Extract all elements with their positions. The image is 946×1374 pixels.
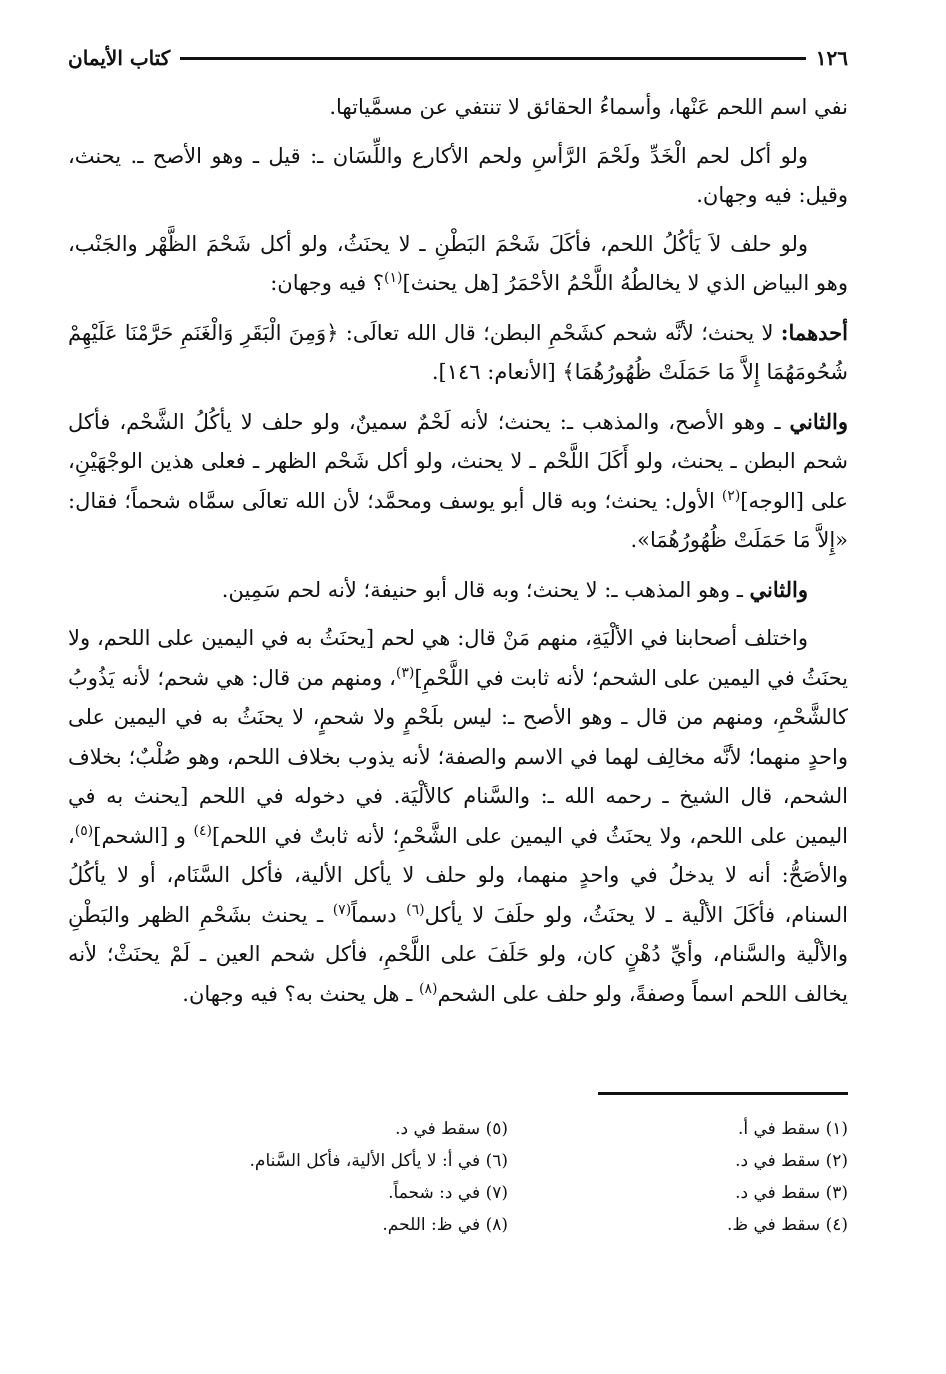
paragraph-lead: والثاني: [789, 408, 848, 434]
paragraph-lead: أحدهما:: [780, 319, 848, 345]
footnote-ref: (٤): [193, 822, 212, 839]
footnote: (٤) سقط في ظ.: [726, 1215, 848, 1235]
paragraph-text: الأول: يحنث؛ وبه قال أبو يوسف ومحمَّد؛ لأن الله تعالَى سمَّاه شحماً؛ فقال: «إِلاَّ مَا حَمَلَتْ ظُهُورُهُمَا».: [68, 488, 848, 552]
footnote: (٢) سقط في د.: [735, 1151, 848, 1171]
paragraph-6: [68, 570, 848, 611]
paragraph-text: ـ وهو المذهب ـ: لا يحنث؛ وبه قال أبو حنيفة؛ لأنه لحم سَمِين.: [221, 577, 750, 602]
paragraph-text: لا يحنث؛ لأنَّه شحم كشَحْمِ البطن؛ قال الله تعالَى: ﴿وَمِنَ الْبَقَرِ وَالْغَنَمِ حَرَّمْنَا عَلَيْهِمْ شُحُومَهُمَا إِلاَّ مَا حَمَلَتْ ظُهُورُهُمَا﴾ [الأنعام: ١٤٦].: [68, 320, 848, 384]
paragraph-text: ؟ فيه وجهان:: [270, 271, 385, 295]
footnote: (٧) في د: شحماً.: [388, 1183, 508, 1203]
book-title: كتاب الأيمان: [68, 46, 171, 70]
paragraph-text: دسماً: [351, 902, 407, 927]
footnotes-left-column: [168, 1113, 508, 1241]
footnote: (٨) في ظ: اللحم.: [382, 1215, 508, 1235]
footnote-ref: (٨): [419, 980, 438, 997]
main-text: [68, 88, 848, 1014]
paragraph-2: [68, 137, 848, 216]
paragraph-4: [68, 313, 848, 393]
footnote-ref: (٢): [721, 487, 741, 504]
paragraph-text: ، ومنهم من قال: هي شحم؛ لأنه يَذُوبُ كالشَّحْمِ، ومنهم من قال ـ وهو الأصح ـ: ليس بلَحْمٍ ولا شحمٍ، لا يحنَثُ به في اليمين على واحدٍ منهما؛ لأنَّه مخالِف لهما في الاسم والصفة؛ لأنه يذوب بخلاف اللحم، وهو صُلْبٌ؛ بخلاف الشحم، قال الشيخ ـ رحمه الله ـ: والسَّنام كالألْيَة. في دخوله في اللحم [يحنث به في اليمين على اللحم، ولا يحنَثُ في اليمين على الشَّحْمِ؛ لأنه ثابتٌ في اللحم]: [68, 665, 848, 848]
footnote: (١) سقط في أ.: [737, 1119, 848, 1139]
footnote: (٣) سقط في د.: [735, 1183, 848, 1203]
footnote-separator: [598, 1092, 848, 1095]
paragraph-text: و [الشحم]: [93, 823, 194, 848]
footnote-ref: (١): [384, 270, 403, 286]
footnotes: [68, 1113, 848, 1241]
paragraph-text: ـ وهو الأصح، والمذهب ـ: يحنث؛ لأنه لَحْمٌ سمينٌ، ولو حلف لا يأكُلُ الشَّحْم، فأكل شحم البطن ـ يحنث، ولو أَكَلَ اللَّحْم ـ لا يحنث، ولو أكل شَحْم الظهر ـ فعلى هذين الوجْهَيْنِ، على [الوجه]: [68, 409, 849, 513]
header-rule: [180, 57, 805, 60]
paragraph-text: ولو حلف لاَ يَأكُلُ اللحم، فأكَلَ شَحْمَ البَطْنِ ـ لا يحنَثُ، ولو أكل شَحْمَ الظَّهْر والجَنْب، وهو البياض الذي لا يخالطُهُ اللَّحْمُ الأحْمَرُ [هل يحنث]: [68, 231, 848, 295]
paragraph-text: ـ هل يحنث به؟ فيه وجهان.: [182, 981, 419, 1006]
page-number: ١٢٦: [815, 46, 848, 70]
paragraph-7: [68, 619, 848, 1014]
footnote: (٦) في أ: لا يأكل الألية، فأكل السَّنام.: [249, 1151, 508, 1171]
paragraph-1: [68, 88, 848, 128]
paragraph-lead: والثاني: [749, 576, 808, 602]
page-header: [68, 40, 848, 76]
footnote-ref: (٧): [332, 901, 352, 918]
footnote-ref: (٣): [395, 664, 415, 681]
book-page: [68, 40, 848, 1241]
footnotes-right-column: [508, 1113, 848, 1241]
footnote-ref: (٦): [406, 901, 425, 918]
paragraph-text: ـ يحنث بشَحْمِ الظهر والبَطْنِ والألْية والسَّنام، وأيِّ دُهْنٍ كان، ولو حَلَفَ على اللَّحْمِ، فأكل شحم العين ـ لَمْ يحنَثْ؛ لأنه يخالف اللحم اسماً وصفةً، ولو حلف على الشحم: [68, 902, 848, 1006]
paragraph-text: ولو أكل لحم الْخَدِّ ولَحْمَ الرَّأسِ ولحم الأكارع واللِّسَان ـ: قيل ـ وهو الأصح ـ. يحنث، وقيل: فيه وجهان.: [68, 143, 848, 207]
paragraph-5: [68, 402, 848, 561]
footnote-ref: (٥): [74, 822, 94, 839]
paragraph-text: واختلف أصحابنا في الألْيَةِ، منهم مَنْ قال: هي لحم [يحنَثُ به في اليمين على اللحم، ولا يحنَثُ في اليمين على الشحم؛ لأنه ثابت في اللَّحْمِ]: [68, 626, 848, 690]
paragraph-text: ، والأصَحُّ: أنه لا يدخلُ في واحدٍ منهما، ولو حلف لا يأكل الألية، فأكل السَّنَام، أو لا يأكُلُ السنام، فأكَلَ الألْية ـ لا يحنَثُ، ولو حلَفَ لا يأكل: [68, 823, 848, 927]
paragraph-3: [68, 225, 848, 304]
paragraph-text: نفي اسم اللحم عَنْها، وأسماءُ الحقائق لا تنتفي عن مسمَّياتها.: [329, 95, 848, 119]
footnote: (٥) سقط في د.: [395, 1119, 508, 1139]
